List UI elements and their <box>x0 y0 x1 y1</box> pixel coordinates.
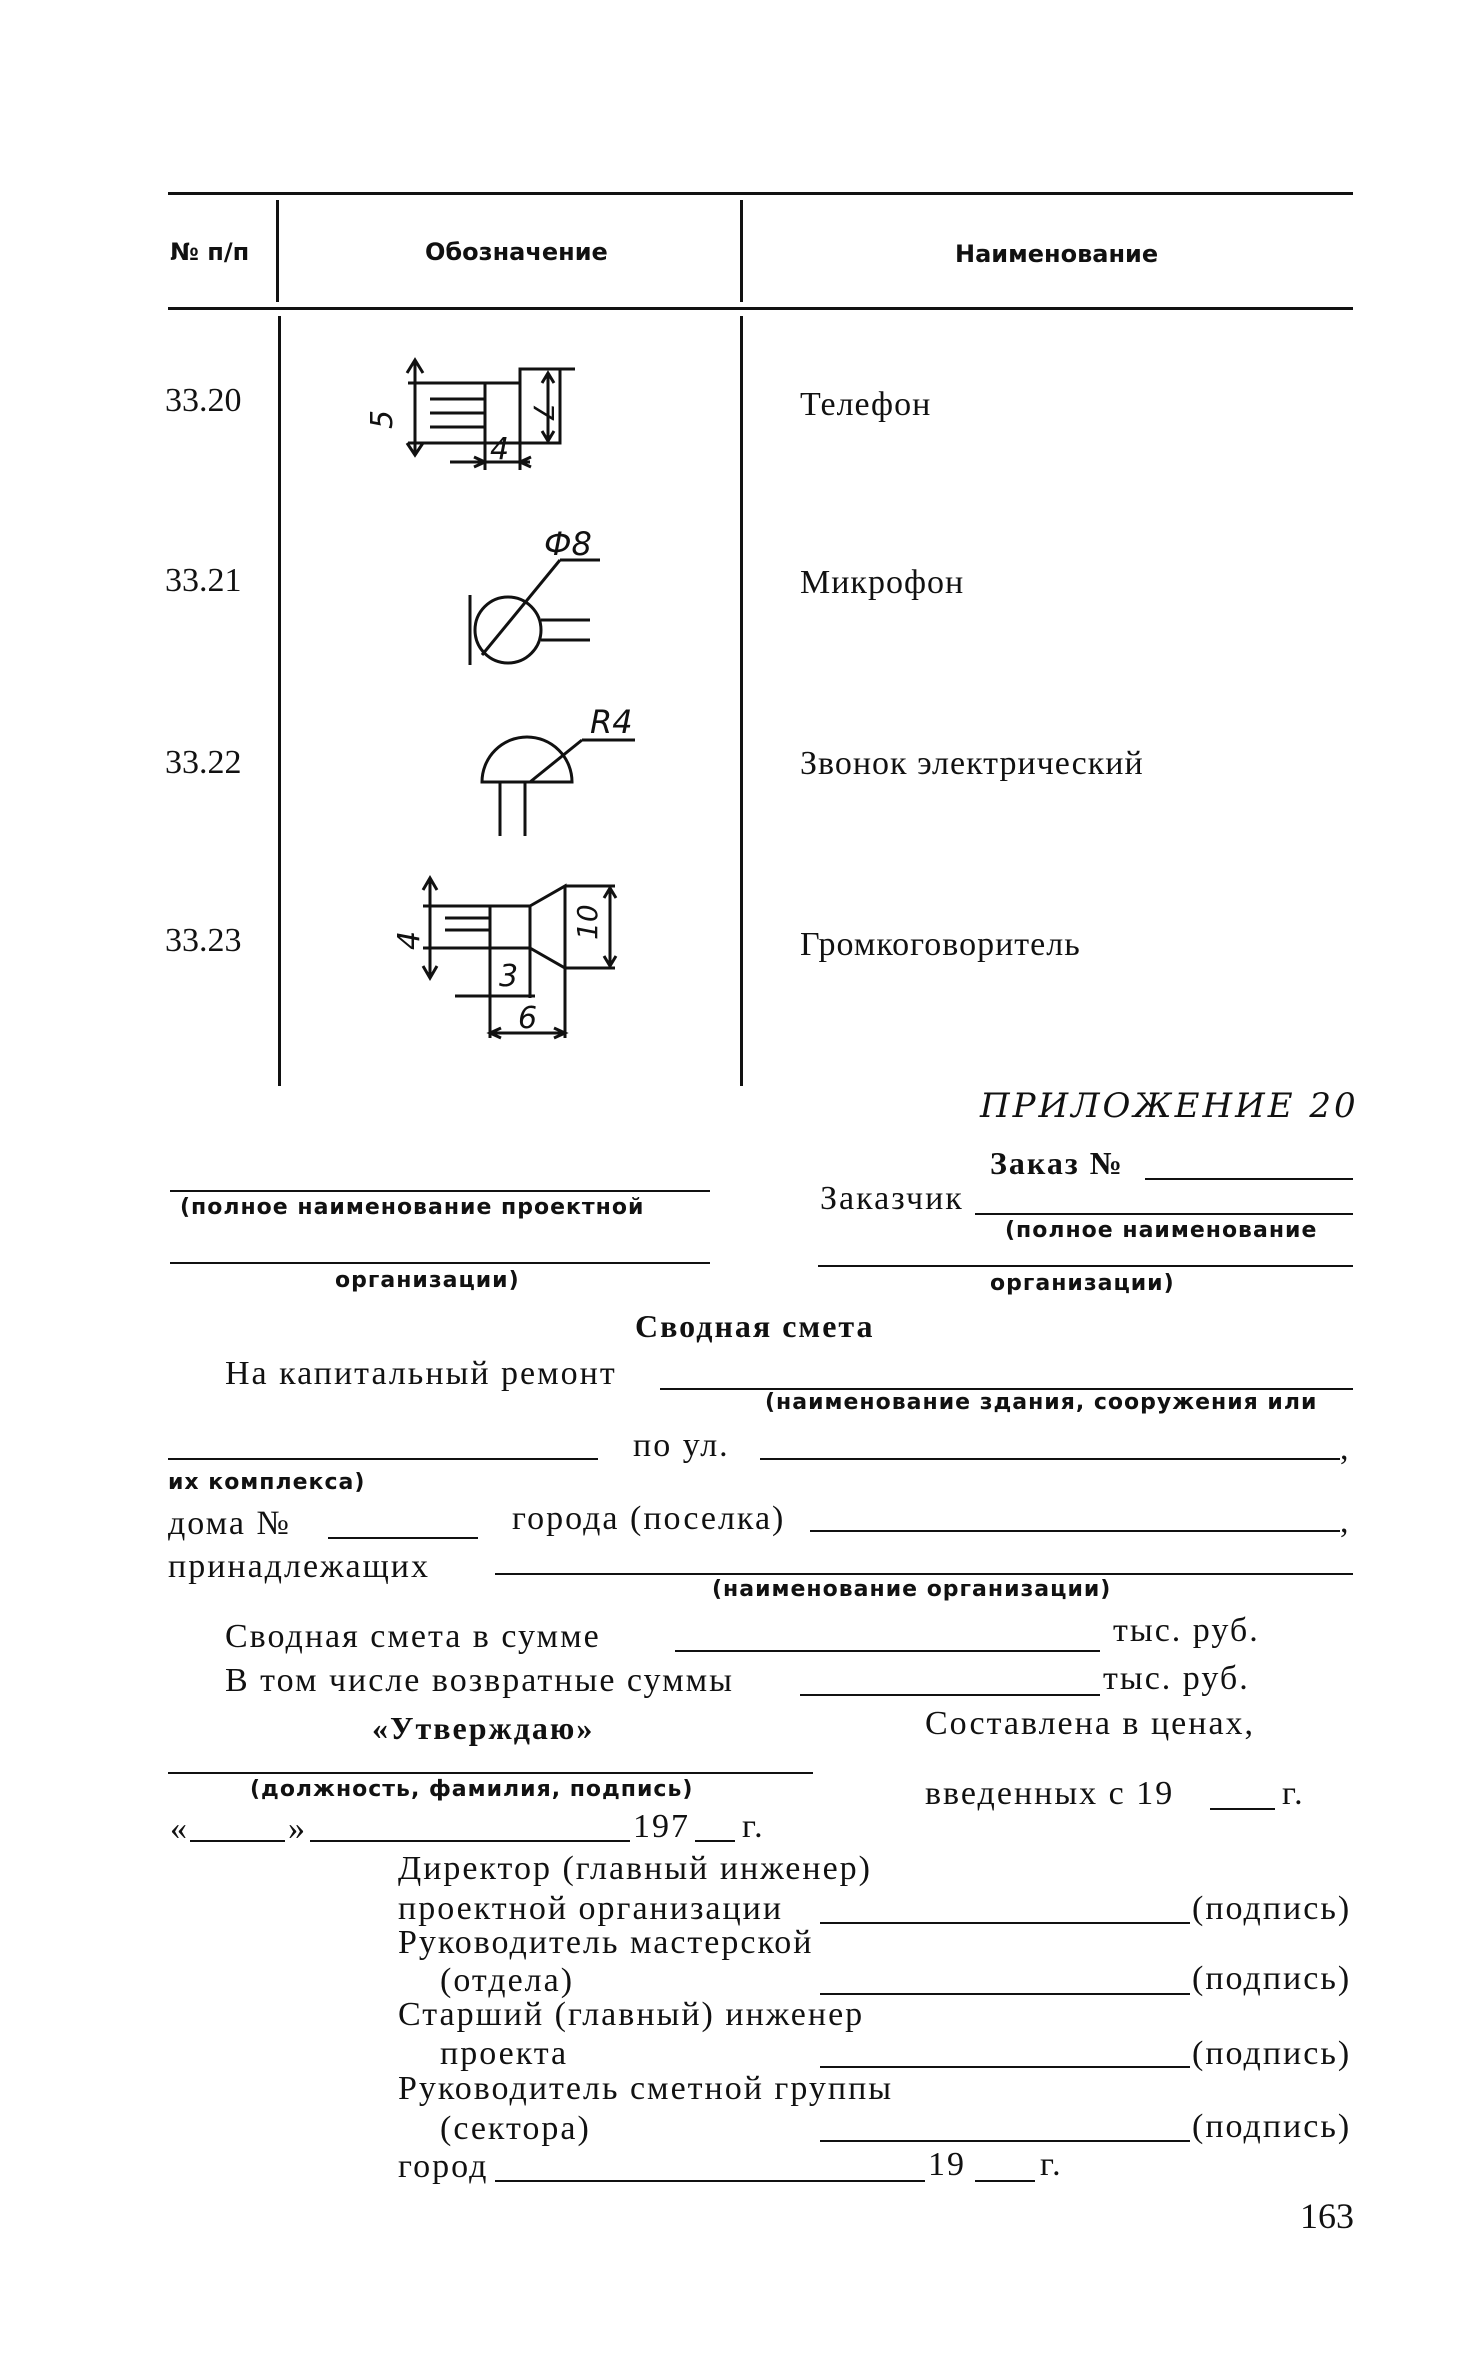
house-field[interactable] <box>328 1537 478 1539</box>
microphone-icon <box>460 525 620 665</box>
telephone-icon <box>365 355 570 475</box>
sum-field[interactable] <box>675 1650 1100 1652</box>
signature-caption-2: (подпись) <box>1192 1960 1352 1997</box>
repair-label: На капитальный ремонт <box>225 1355 617 1392</box>
date-month-field[interactable] <box>310 1840 630 1842</box>
city-line-suffix: г. <box>1040 2146 1063 2183</box>
repair-caption: (наименование здания, сооружения или <box>765 1390 1318 1415</box>
street-field[interactable] <box>760 1458 1340 1460</box>
belonging-field[interactable] <box>495 1573 1353 1575</box>
table-header-divider-1 <box>276 200 279 302</box>
signatory-3-title: Старший (главный) инженер <box>398 1996 865 2033</box>
city-line-year: 19 <box>928 2146 966 2183</box>
signature-caption-1: (подпись) <box>1192 1890 1352 1927</box>
org-line-1 <box>170 1190 710 1192</box>
house-label: дома № <box>168 1505 291 1542</box>
dim-label: Ф8 <box>544 525 592 563</box>
prices-label-2: введенных с 19 <box>925 1775 1175 1812</box>
row-number: 33.20 <box>165 382 242 419</box>
signature-caption-3: (подпись) <box>1192 2035 1352 2072</box>
dim-label: 4 <box>392 930 427 950</box>
loudspeaker-icon <box>385 868 605 1048</box>
row-name: Телефон <box>800 386 932 423</box>
appendix-title: ПРИЛОЖЕНИЕ 20 <box>980 1086 1359 1126</box>
signature-field-3[interactable] <box>820 2066 1190 2068</box>
signature-caption-4: (подпись) <box>1192 2108 1352 2145</box>
street-comma: , <box>1340 1430 1351 1467</box>
signature-field-4[interactable] <box>820 2140 1190 2142</box>
signatory-1-org: проектной организации <box>398 1890 784 1927</box>
row-name: Громкоговоритель <box>800 926 1081 963</box>
date-year: 197 <box>633 1808 690 1845</box>
right-caption-1: (полное наименование <box>1005 1218 1318 1243</box>
order-label: Заказ № <box>990 1145 1124 1181</box>
signatory-4-sector: (сектора) <box>440 2110 591 2147</box>
complex-field[interactable] <box>168 1458 598 1460</box>
row-name: Звонок электрический <box>800 745 1144 782</box>
date-suffix: г. <box>742 1808 765 1845</box>
left-caption-2: организации) <box>335 1268 520 1293</box>
header-number: № п/п <box>170 238 250 266</box>
prices-label-1: Составлена в ценах, <box>925 1705 1256 1742</box>
customer-field[interactable] <box>975 1213 1353 1215</box>
return-field[interactable] <box>800 1694 1100 1696</box>
row-number: 33.21 <box>165 562 242 599</box>
signatory-4-title: Руководитель сметной группы <box>398 2070 894 2107</box>
dim-label: R4 <box>590 703 633 741</box>
sum-label: Сводная смета в сумме <box>225 1618 601 1655</box>
city-line-field[interactable] <box>495 2180 925 2182</box>
prices-year-field[interactable] <box>1210 1808 1275 1810</box>
signatory-2-title: Руководитель мастерской <box>398 1924 814 1961</box>
date-year-field[interactable] <box>695 1840 735 1842</box>
document-title: Сводная смета <box>635 1308 875 1344</box>
date-close-quote: » <box>288 1810 307 1847</box>
table-body-divider-2 <box>740 316 743 1086</box>
dim-label: 5 <box>365 409 400 429</box>
return-unit: тыс. руб. <box>1103 1660 1250 1697</box>
prices-year-suffix: г. <box>1282 1775 1305 1812</box>
row-name: Микрофон <box>800 564 965 601</box>
row-number: 33.22 <box>165 744 242 781</box>
order-number-field[interactable] <box>1145 1178 1353 1180</box>
city-label: города (поселка) <box>512 1500 786 1537</box>
header-designation: Обозначение <box>425 238 608 266</box>
belonging-label: принадлежащих <box>168 1548 430 1585</box>
dim-label: 7 <box>527 403 560 421</box>
dim-label: 6 <box>518 1001 538 1036</box>
org-caption: (наименование организации) <box>712 1577 1112 1602</box>
position-caption: (должность, фамилия, подпись) <box>250 1777 694 1802</box>
page-number: 163 <box>1300 2196 1354 2236</box>
bell-icon <box>470 700 640 840</box>
sum-unit: тыс. руб. <box>1113 1612 1260 1649</box>
city-line-label: город <box>398 2148 489 2185</box>
signature-field-1[interactable] <box>820 1922 1190 1924</box>
customer-label: Заказчик <box>820 1180 964 1217</box>
city-comma: , <box>1340 1503 1351 1540</box>
dim-label: 4 <box>490 432 510 467</box>
dim-label: 10 <box>571 904 604 940</box>
date-day-field[interactable] <box>190 1840 285 1842</box>
date-open-quote: « <box>170 1810 189 1847</box>
signature-field-2[interactable] <box>820 1993 1190 1995</box>
table-top-rule <box>168 192 1353 195</box>
street-label: по ул. <box>633 1427 730 1464</box>
header-name: Наименование <box>955 240 1159 268</box>
signatory-1-title: Директор (главный инженер) <box>398 1850 872 1887</box>
table-body-divider-1 <box>278 316 281 1086</box>
table-header-divider-2 <box>740 200 743 302</box>
city-line-year-field[interactable] <box>975 2180 1035 2182</box>
return-label: В том числе возвратные суммы <box>225 1662 734 1699</box>
signatory-2-dept: (отдела) <box>440 1962 575 1999</box>
position-line <box>168 1772 813 1774</box>
city-field[interactable] <box>810 1530 1340 1532</box>
org-line-2 <box>170 1262 710 1264</box>
left-caption-1: (полное наименование проектной <box>180 1195 645 1220</box>
complex-caption: их комплекса) <box>168 1470 366 1495</box>
signatory-3-project: проекта <box>440 2035 569 2072</box>
table-header-rule <box>168 307 1353 310</box>
dim-label: 3 <box>499 959 519 994</box>
approve-label: «Утверждаю» <box>372 1710 595 1746</box>
row-number: 33.23 <box>165 922 242 959</box>
customer-line-2 <box>818 1265 1353 1267</box>
right-caption-2: организации) <box>990 1271 1175 1296</box>
